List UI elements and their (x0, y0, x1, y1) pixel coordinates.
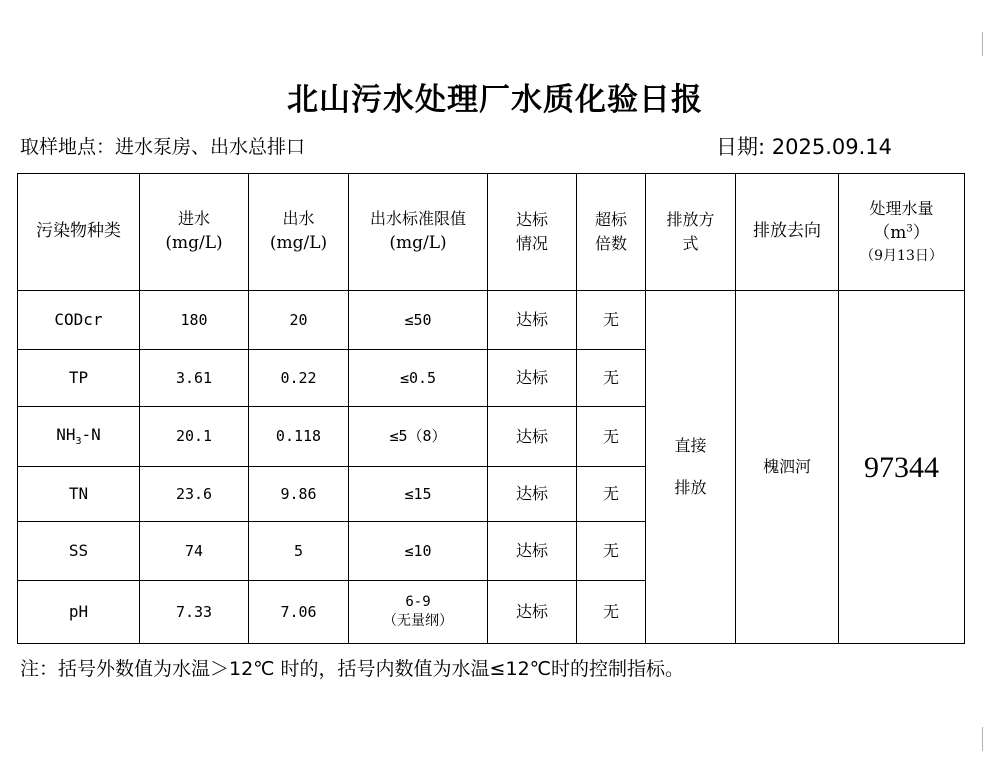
pollutant-name: pH (18, 581, 140, 644)
status-value: 达标 (488, 291, 577, 350)
outflow-value: 0.118 (249, 407, 349, 467)
pollutant-name: $NH_3-N$ (18, 407, 140, 467)
treated-volume-cell: 97344 (839, 291, 965, 644)
pollutant-name: TP (18, 350, 140, 407)
inflow-value: 180 (140, 291, 249, 350)
header-volume: 处理水量 $(m^3)$ （9月13日） (839, 174, 965, 291)
inflow-value: 7.33 (140, 581, 249, 644)
header-limit: 出水标准限值 (mg/L) (349, 174, 488, 291)
water-quality-table (17, 173, 965, 644)
inflow-value: 23.6 (140, 467, 249, 522)
sampling-location: 取样地点：进水泵房、出水总排口 (20, 136, 306, 158)
limit-value: ≤50 (349, 291, 488, 350)
limit-value: ≤0.5 (349, 350, 488, 407)
exceed-value: 无 (577, 522, 646, 581)
pollutant-name: TN (18, 467, 140, 522)
page-corner-mark-top (982, 32, 990, 56)
footnote: 注：括号外数值为水温＞12℃ 时的，括号内数值为水温≤12℃时的控制指标。 (20, 658, 684, 680)
report-date: 日期: 2025.09.14 (716, 135, 892, 159)
exceed-value: 无 (577, 581, 646, 644)
header-outflow: 出水 (mg/L) (249, 174, 349, 291)
header-pollutant: 污染物种类 (18, 174, 140, 291)
inflow-value: 3.61 (140, 350, 249, 407)
header-row (18, 174, 965, 291)
outflow-value: 7.06 (249, 581, 349, 644)
limit-value: ≤15 (349, 467, 488, 522)
outflow-value: 5 (249, 522, 349, 581)
exceed-value: 无 (577, 467, 646, 522)
table-row (18, 291, 965, 350)
discharge-dest-cell: 槐泗河 (736, 291, 839, 644)
header-discharge-dest: 排放去向 (736, 174, 839, 291)
pollutant-name: CODcr (18, 291, 140, 350)
discharge-method-cell: 直接 排放 (646, 291, 736, 644)
header-discharge-method: 排放方 式 (646, 174, 736, 291)
status-value: 达标 (488, 407, 577, 467)
exceed-value: 无 (577, 350, 646, 407)
inflow-value: 20.1 (140, 407, 249, 467)
exceed-value: 无 (577, 291, 646, 350)
status-value: 达标 (488, 467, 577, 522)
header-exceed: 超标 倍数 (577, 174, 646, 291)
outflow-value: 9.86 (249, 467, 349, 522)
status-value: 达标 (488, 350, 577, 407)
status-value: 达标 (488, 522, 577, 581)
limit-value: ≤10 (349, 522, 488, 581)
inflow-value: 74 (140, 522, 249, 581)
header-inflow: 进水 (mg/L) (140, 174, 249, 291)
outflow-value: 20 (249, 291, 349, 350)
report-title: 北山污水处理厂水质化验日报 (287, 82, 703, 118)
header-status: 达标 情况 (488, 174, 577, 291)
pollutant-name: SS (18, 522, 140, 581)
outflow-value: 0.22 (249, 350, 349, 407)
limit-value: 6-9 （无量纲） (349, 581, 488, 644)
limit-value: ≤5（8） (349, 407, 488, 467)
exceed-value: 无 (577, 407, 646, 467)
status-value: 达标 (488, 581, 577, 644)
page-corner-mark-bottom (982, 727, 990, 751)
